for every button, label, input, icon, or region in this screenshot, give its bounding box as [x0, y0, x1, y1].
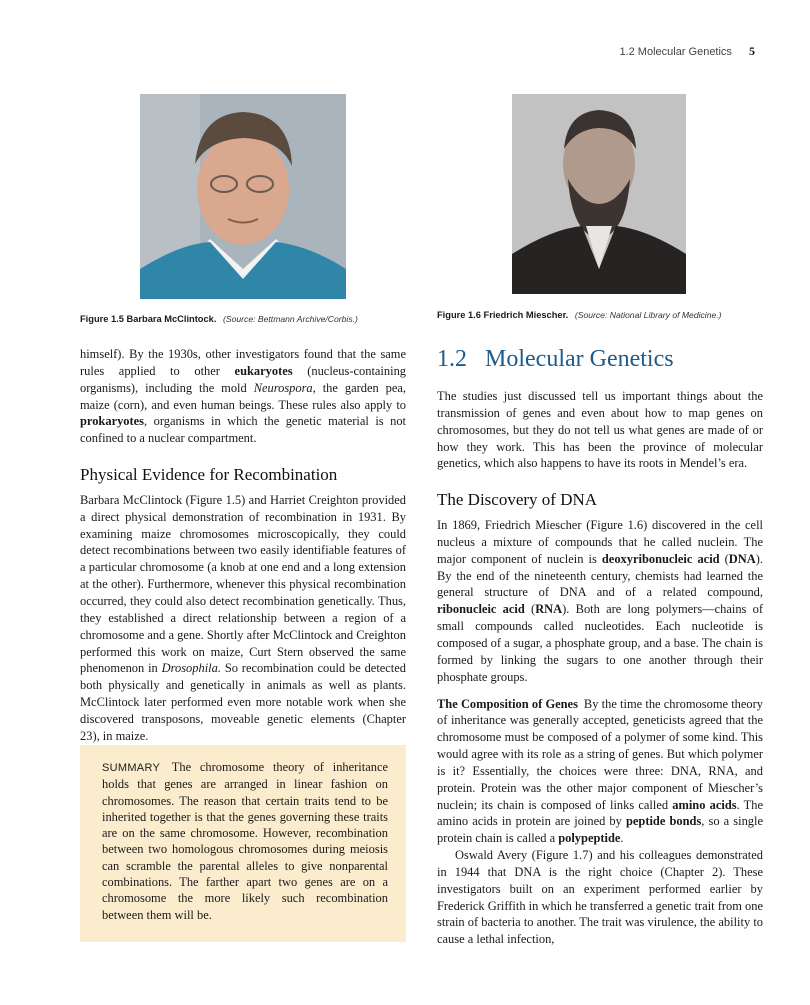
figure-source: National Library of Medicine. [609, 310, 719, 320]
section-title-text: Molecular Genetics [485, 346, 674, 372]
figure-label: Figure 1.6 [437, 310, 481, 320]
source-label: Source: [577, 310, 608, 320]
figure-name: Barbara McClintock. [126, 314, 217, 324]
right-column [437, 388, 763, 948]
summary-text: The chromosome theory of inheritance holds that genes are arranged in linear fashion on chromosomes. The reason that certain traits tend to be inherited together is that the genes governing these traits are on the same chromosome. However, recombination between two homologous chromosomes during meiosis can scramble the parental alleles to give nonparental combinations. The farther apart two genes are on a chromosome the more likely such recombination between them will be. [102, 760, 389, 922]
left-column [80, 346, 406, 745]
paragraph: Oswald Avery (Figure 1.7) and his colleagues demonstrated in 1944 that DNA is the right choice (Chapter 2). These investigators built on an experiment performed earlier by Frederick Griffith in which he transferred a genetic trait from one strain of bacteria to another. The trait was virulence, the ability to cause a lethal infection, [437, 848, 763, 947]
run-in-heading: The Composition of Genes [437, 696, 578, 711]
paragraph: The Composition of Genes By the time the chromosome theory of inheritance was generally accepted, geneticists agreed that the chromosome must be composed of a polymer of some kind. This would agree with its role as a string of genes. But which polymer is it? Essentially, the choices were three: DNA, RNA, and protein. Protein was the other major component of Miescher’s nuclein; its chain is composed of links called amino acids. The amino acids in protein are joined by peptide bonds, so a single protein chain is called a polypeptide. [437, 696, 764, 846]
subheading: Physical Evidence for Recombination [80, 465, 338, 485]
source-label: Source: [225, 314, 256, 324]
paragraph: In 1869, Friedrich Miescher (Figure 1.6) discovered in the cell nucleus a mixture of compounds that he called nuclein. The major component of nuclein is deoxyribonucleic acid (DNA). By the end of the nineteenth century, chemists had learned the general structure of DNA and of a related compound, ribonucleic acid (RNA). Both are long polymers—chains of small compounds called nucleotides. Each nucleotide is composed of a sugar, a phosphate group, and a base. The chain is formed by linking the sugars to one another through their phosphate groups. [437, 518, 764, 684]
figure-1-6-caption: Figure 1.6 Friedrich Miescher. (Source: National Library of Medicine.) [437, 310, 722, 320]
paragraph: The studies just discussed tell us important things about the transmission of genes and even about how to map genes on chromosomes, but they do not tell us what genes are made of or how they work. This has been the province of molecular genetics, which also happens to have its roots in Mendel’s era. [437, 389, 763, 471]
section-title [437, 346, 674, 373]
summary-label: SUMMARY [102, 762, 161, 774]
running-header [0, 44, 755, 59]
header-section: 1.2 Molecular Genetics [619, 46, 732, 58]
figure-1-6-photo [512, 94, 686, 294]
figure-1-5-caption: Figure 1.5 Barbara McClintock. (Source: Bettmann Archive/Corbis.) [80, 314, 358, 324]
summary-box [80, 745, 406, 942]
figure-name: Friedrich Miescher. [483, 310, 569, 320]
subheading: The Discovery of DNA [437, 490, 598, 510]
figure-1-5-photo [140, 94, 346, 299]
page-number: 5 [749, 44, 755, 58]
figure-source: Bettmann Archive/Corbis. [257, 314, 356, 324]
section-number: 1.2 [437, 346, 467, 372]
paragraph: Barbara McClintock (Figure 1.5) and Harriet Creighton provided a direct physical demonstration of recombination in 1931. By examining maize chromosomes microscopically, they could detect recombinations between two easily identifiable features of a particular chromosome (a knob at one end and a long extension at the other). Furthermore, whenever this physical recombination occurred, they could also detect recombination genetically. Thus, they established a direct relationship between a region of a chromosome and a gene. Shortly after McClintock and Creighton performed this work on maize, Curt Stern observed the same phenomenon in Drosophila. So recombination could be detected both physically and genetically in animals as well as plants. McClintock later performed even more notable work when she discovered transposons, moveable genetic elements (Chapter 23), in maize. [80, 492, 407, 743]
figure-label: Figure 1.5 [80, 314, 124, 324]
paragraph: himself). By the 1930s, other investigators found that the same rules applied to other eukaryotes (nucleus-containing organisms), including the mold Neurospora, the garden pea, maize (corn), and even human beings. These rules also apply to prokaryotes, organisms in which the genetic material is not confined to a nuclear compartment. [80, 347, 407, 446]
